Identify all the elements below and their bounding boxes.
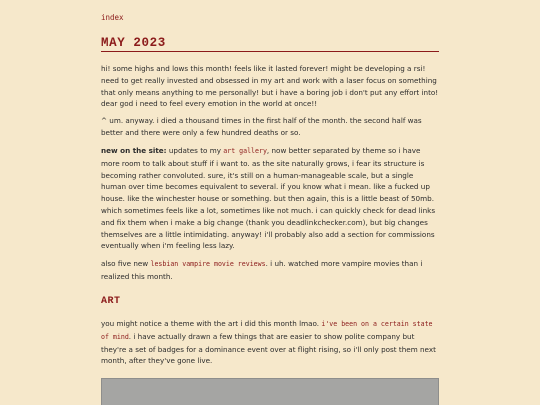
vampire-reviews-link[interactable]: lesbian vampire movie reviews	[150, 260, 266, 268]
art-section-heading: ART	[101, 296, 121, 307]
intro-paragraph: hi! some highs and lows this month! feels like it lasted forever! might be developing a rsi! need to get really invested and obsessed in my art and work with a laser focus on something that only means anything to me personally! but i have a boring job i don't put any effort into! dear god i need to feel every emotion in the world at once!!	[101, 64, 439, 109]
reviews-paragraph	[101, 258, 439, 283]
site-updates-text-b: , now better separated by theme so i have more room to talk about stuff if i want to. as the site naturally grows, i fear its structure is becoming rather convoluted. sure, it's still on a human-manageable scale, but a single human over time becomes equivalent to several. if you know what i mean. like a fucked up house. like the winchester house or something. but then again, this is a little beast of 50mb. which sometimes feels like a lot, sometimes like not much. i can quickly check for dead links and fix them when i make a big change (thank you deadlinkchecker.com), but big changes themselves are a little intimidating. anyway! i'll probably also add a section for commissions eventually when i'm feeling less lazy.	[101, 146, 436, 251]
art-text-b: . i have actually drawn a few things that are easier to show polite company but they're a set of badges for a dominance event over at flight rising, so i'll only post them next month, after they've gone live.	[101, 331, 436, 366]
site-updates-text-a: updates to my	[166, 146, 224, 155]
state-of-mind-link[interactable]: i've been on a certain state of mind	[101, 320, 433, 341]
art-image-preview[interactable]	[101, 378, 439, 405]
new-on-site-label: new on the site:	[101, 146, 167, 155]
reviews-text-a: also five new	[101, 259, 151, 268]
index-link[interactable]: index	[101, 13, 124, 22]
page-title: MAY 2023	[101, 36, 439, 52]
site-updates-paragraph	[101, 145, 439, 252]
anyway-paragraph: ^ um. anyway. i died a thousand times in the first half of the month. the second half was better and there were only a few hundred deaths or so.	[101, 116, 422, 137]
reviews-text-b: . i uh. watched more vampire movies than i realized this month.	[101, 259, 423, 281]
art-gallery-link[interactable]: art gallery	[223, 147, 267, 155]
art-text-a: you might notice a theme with the art i did this month lmao.	[101, 319, 322, 328]
art-paragraph	[101, 318, 439, 367]
